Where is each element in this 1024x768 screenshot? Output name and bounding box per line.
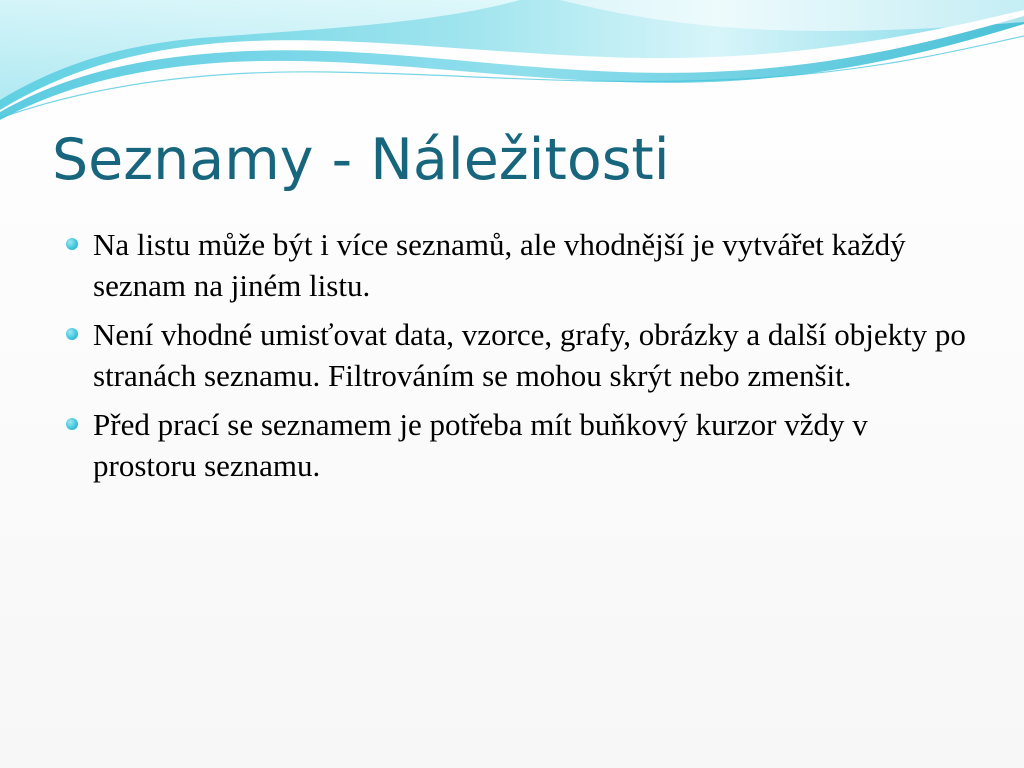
- bullet-item: [66, 224, 966, 306]
- bullet-list: [66, 224, 966, 494]
- bullet-text: Na listu může být i více seznamů, ale vhodnější je vytvářet každý seznam na jiném listu.: [93, 227, 906, 303]
- round-bullet-icon: [66, 238, 78, 250]
- round-bullet-icon: [66, 418, 78, 430]
- bullet-item: [66, 404, 966, 486]
- bullet-text: Není vhodné umisťovat data, vzorce, grafy, obrázky a další objekty po stranách seznamu. Filtrováním se mohou skrýt nebo zmenšit.: [93, 317, 966, 393]
- round-bullet-icon: [66, 328, 78, 340]
- bullet-item: [66, 314, 966, 396]
- slide-title: Seznamy - Náležitosti: [52, 127, 670, 193]
- header-wave-decoration: [0, 0, 1024, 130]
- bullet-text: Před prací se seznamem je potřeba mít buňkový kurzor vždy v prostoru seznamu.: [93, 407, 868, 483]
